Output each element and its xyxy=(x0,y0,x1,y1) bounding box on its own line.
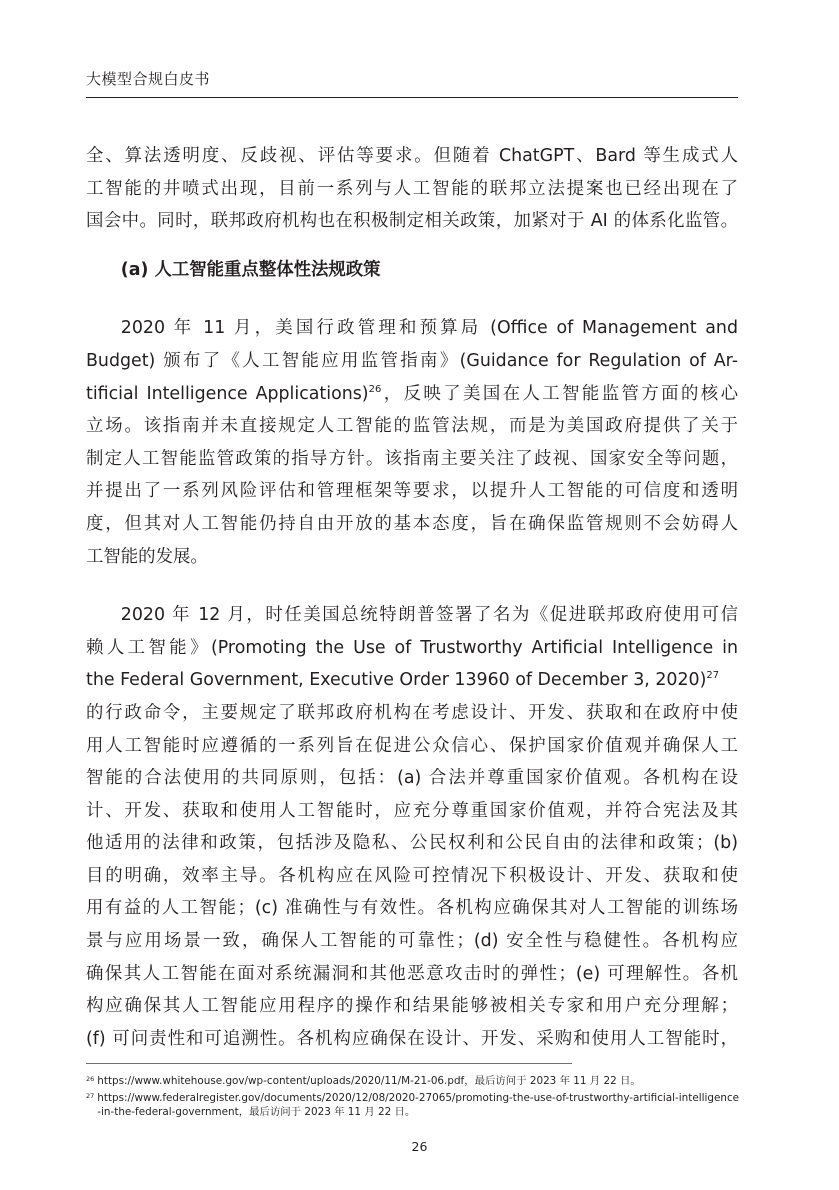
text-line-with-footnote xyxy=(86,378,738,411)
text-line: 国会中。同时，联邦政府机构也在积极制定相关政策，加紧对于 AI 的体系化监管。 xyxy=(86,211,738,232)
footnote-ref-26[interactable]: 26 xyxy=(368,383,382,395)
page-header-title: 大模型合规白皮书 xyxy=(86,70,211,88)
paragraph-executive-order xyxy=(86,599,738,1055)
text-line: 2020 年 12 月，时任美国总统特朗普签署了名为《促进联邦政府使用可信 xyxy=(120,605,738,626)
text-line: 他适用的法律和政策，包括涉及隐私、公民权利和公民自由的法律和政策；(b) xyxy=(86,833,738,854)
footnote-number: 27 xyxy=(86,1092,95,1100)
text-line: 的行政命令，主要规定了联邦政府机构在考虑设计、开发、获取和在政府中使 xyxy=(86,702,738,723)
text-line: 并提出了一系列风险评估和管理框架等要求，以提升人工智能的可信度和透明 xyxy=(86,481,738,502)
text-line: (f) 可问责性和可追溯性。各机构应确保在设计、开发、采购和使用人工智能时， xyxy=(86,1028,738,1049)
section-subheading: (a) 人工智能重点整体性法规政策 xyxy=(120,259,381,280)
header-divider xyxy=(86,97,738,98)
text-line: 赖人工智能》(Promoting the Use of Trustworthy Artificial Intelligence in xyxy=(86,637,738,658)
text-segment: the Federal Government, Executive Order 13960 of December 3, 2020) xyxy=(86,670,707,691)
text-line: 构应确保其人工智能应用程序的操作和结果能够被相关专家和用户充分理解； xyxy=(86,996,738,1017)
footnote-divider xyxy=(86,1063,572,1064)
text-line: 计、开发、获取和使用人工智能时，应充分尊重国家价值观，并符合宪法及其 xyxy=(86,800,738,821)
text-line: 工智能的发展。 xyxy=(86,546,208,567)
text-line: 工智能的井喷式出现，目前一系列与人工智能的联邦立法提案也已经出现在了 xyxy=(86,178,738,199)
text-line-with-footnote xyxy=(86,664,738,697)
text-line: 景与应用场景一致，确保人工智能的可靠性；(d) 安全性与稳健性。各机构应 xyxy=(86,931,738,952)
footnote-link-text[interactable]: https://www.federalregister.gov/documents/2020/12/08/2020-27065/promoting-the-use-of-trustworthy-artificial-intelligence-in-the-federal-government，最后访问于 2023 年 11 月 22 日。 xyxy=(97,1092,740,1118)
paragraph-omb-guidance xyxy=(86,312,738,573)
text-line: 用有益的人工智能；(c) 准确性与有效性。各机构应确保其对人工智能的训练场 xyxy=(86,898,738,919)
footnote-number: 26 xyxy=(86,1075,95,1083)
page-number: 26 xyxy=(411,1139,428,1154)
text-line: 目的明确，效率主导。各机构应在风险可控情况下积极设计、开发、获取和使 xyxy=(86,865,738,886)
text-line: 智能的合法使用的共同原则，包括：(a) 合法并尊重国家价值观。各机构在设 xyxy=(86,768,738,789)
text-line: 度，但其对人工智能仍持自由开放的基本态度，旨在确保监管规则不会妨碍人 xyxy=(86,513,738,534)
text-segment: tificial Intelligence Applications) xyxy=(86,383,369,404)
footnote-27 xyxy=(86,1091,742,1119)
text-line: 用人工智能时应遵循的一系列旨在促进公众信心、保护国家价值观并确保人工 xyxy=(86,735,738,756)
text-line: 确保其人工智能在面对系统漏洞和其他恶意攻击时的弹性；(e) 可理解性。各机 xyxy=(86,963,738,984)
text-line: 2020 年 11 月，美国行政管理和预算局 (Office of Management and xyxy=(120,318,738,339)
text-line: Budget) 颁布了《人工智能应用监管指南》(Guidance for Regulation of Ar- xyxy=(86,350,738,371)
text-line: 全、算法透明度、反歧视、评估等要求。但随着 ChatGPT、Bard 等生成式人 xyxy=(86,146,738,166)
text-line: 制定人工智能监管政策的指导方针。该指南主要关注了歧视、国家安全等问题， xyxy=(86,448,738,469)
text-segment: ，反映了美国在人工智能监管方面的核心 xyxy=(381,383,738,404)
body-content xyxy=(86,140,738,1055)
text-line: 立场。该指南并未直接规定人工智能的监管法规，而是为美国政府提供了关于 xyxy=(86,416,738,437)
footnotes xyxy=(86,1074,742,1122)
footnote-link-text[interactable]: https://www.whitehouse.gov/wp-content/uploads/2020/11/M-21-06.pdf，最后访问于 2023 年 11 月 22 日。 xyxy=(97,1075,641,1087)
footnote-ref-27[interactable]: 27 xyxy=(706,670,720,682)
paragraph-intro-continued xyxy=(86,140,738,238)
footnote-26 xyxy=(86,1074,742,1088)
